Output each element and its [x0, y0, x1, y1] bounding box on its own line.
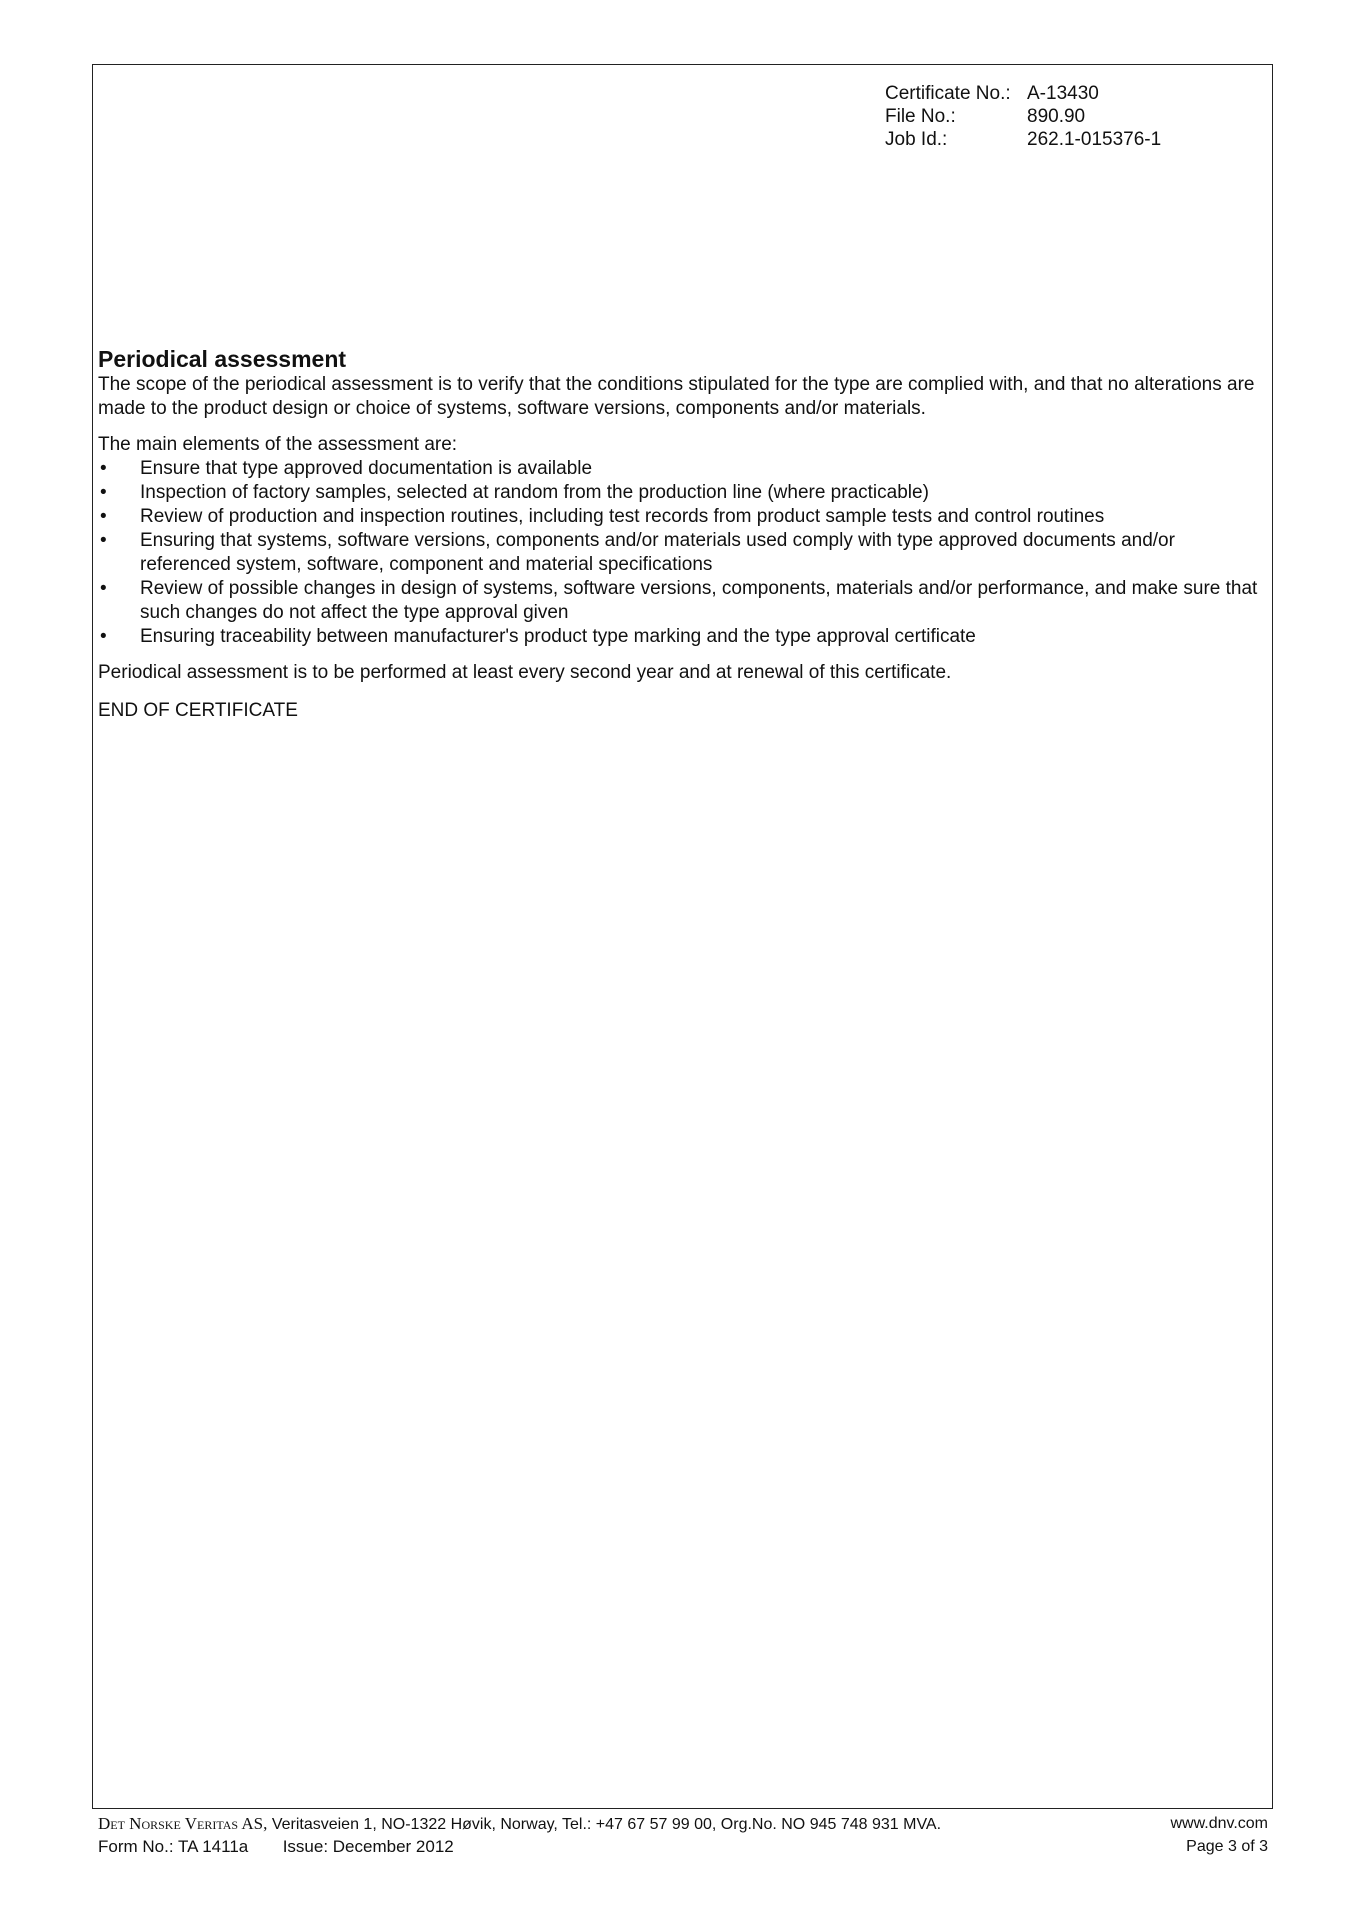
bullet-icon: •: [100, 458, 107, 479]
bullet-icon: •: [100, 506, 107, 527]
end-of-certificate: END OF CERTIFICATE: [98, 700, 298, 721]
bullet-icon: •: [100, 482, 107, 503]
bullet-icon: •: [100, 530, 107, 551]
list-item: [98, 457, 1268, 481]
frequency-paragraph: Periodical assessment is to be performed at least every second year and at renewal of this certificate.: [98, 662, 952, 683]
company-name: Det Norske Veritas AS,: [98, 1814, 268, 1833]
page-border: [92, 64, 1273, 1809]
list-item-text: Ensure that type approved documentation is available: [140, 458, 593, 479]
main-content: [98, 345, 1268, 735]
issue-date: Issue: December 2012: [282, 1837, 454, 1856]
list-item: [98, 505, 1268, 529]
bullet-icon: •: [100, 626, 107, 647]
bullet-icon: •: [100, 578, 107, 599]
page-footer: [98, 1813, 1268, 1859]
list-item-text: Inspection of factory samples, selected at random from the production line (where practicable): [140, 482, 929, 503]
list-item: [98, 481, 1268, 505]
section-title: Periodical assessment: [98, 346, 347, 372]
list-item-text: Review of production and inspection routines, including test records from product sample tests and control routines: [140, 506, 1105, 527]
job-id-value: 262.1-015376-1: [1027, 129, 1162, 150]
scope-paragraph: The scope of the periodical assessment is to verify that the conditions stipulated for the type are complied with, and that no alterations are made to the product design or choice of systems, software versions, components and/or materials.: [98, 374, 1255, 419]
job-id-row: [885, 128, 1161, 151]
form-info: [98, 1836, 454, 1859]
page-number: Page 3 of 3: [1186, 1838, 1268, 1855]
file-number-label: File No.:: [885, 106, 956, 127]
footer-row-top: [98, 1813, 1268, 1836]
form-number: Form No.: TA 1411a: [98, 1837, 249, 1856]
job-id-label: Job Id.:: [885, 129, 948, 150]
footer-row-bottom: [98, 1836, 1268, 1859]
list-item: [98, 625, 1268, 649]
list-item: [98, 529, 1268, 577]
assessment-elements-list: [98, 457, 1268, 649]
footer-address-line: [98, 1813, 941, 1836]
reference-block: [885, 82, 1161, 151]
file-number-row: [885, 105, 1161, 128]
certificate-number-row: [885, 82, 1161, 105]
certificate-number-value: A-13430: [1027, 83, 1099, 104]
list-item-text: Ensuring that systems, software versions, components and/or materials used comply with type approved documents and/or referenced system, software, component and material specifications: [140, 530, 1175, 575]
company-address: Veritasveien 1, NO-1322 Høvik, Norway, Tel.: +47 67 57 99 00, Org.No. NO 945 748 931 MVA.: [271, 1816, 942, 1833]
list-item-text: Review of possible changes in design of systems, software versions, components, materials and/or performance, and make sure that such changes do not affect the type approval given: [140, 578, 1258, 623]
file-number-value: 890.90: [1027, 106, 1086, 127]
elements-intro: The main elements of the assessment are:: [98, 434, 458, 455]
list-item-text: Ensuring traceability between manufacturer's product type marking and the type approval certificate: [140, 626, 976, 647]
certificate-number-label: Certificate No.:: [885, 83, 1011, 104]
website-link[interactable]: www.dnv.com: [1170, 1815, 1268, 1832]
list-item: [98, 577, 1268, 625]
